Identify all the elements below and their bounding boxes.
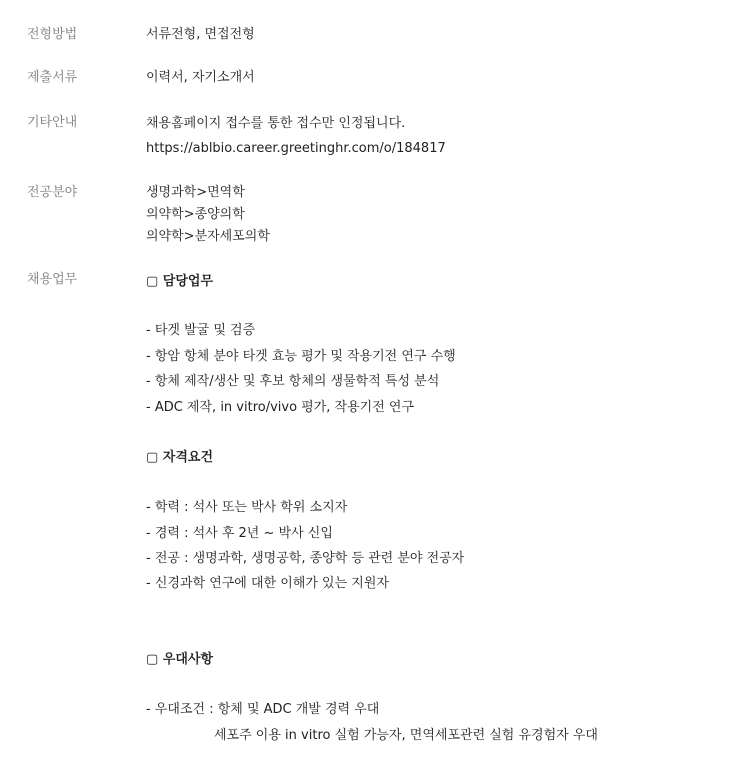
label-other-info: 기타안내 bbox=[27, 115, 78, 130]
screening-method-value: 서류전형, 면접전형 bbox=[146, 27, 255, 42]
requirements-title: ▢ 자격요건 bbox=[146, 450, 214, 465]
preferred-item: - 우대조건 : 항체 및 ADC 개발 경력 우대 bbox=[146, 702, 380, 717]
label-job-duties: 채용업무 bbox=[27, 272, 78, 287]
other-info-text: 채용홈페이지 접수를 통한 접수만 인정됩니다. bbox=[146, 116, 406, 131]
major-field-item: 의약학>종양의학 bbox=[146, 207, 245, 222]
preferred-item-continued: 세포주 이용 in vitro 실험 가능자, 면역세포관련 실험 유경험자 우대 bbox=[214, 728, 598, 743]
requirement-item: - 경력 : 석사 후 2년 ~ 박사 신입 bbox=[146, 526, 333, 541]
major-field-item: 의약학>분자세포의학 bbox=[146, 229, 270, 244]
requirement-item: - 학력 : 석사 또는 박사 학위 소지자 bbox=[146, 500, 348, 515]
duties-title: ▢ 담당업무 bbox=[146, 274, 214, 289]
requirement-item: - 신경과학 연구에 대한 이해가 있는 지원자 bbox=[146, 576, 389, 591]
duty-item: - ADC 제작, in vitro/vivo 평가, 작용기전 연구 bbox=[146, 400, 415, 415]
other-info-link-wrap bbox=[146, 140, 446, 158]
label-screening-method: 전형방법 bbox=[27, 27, 78, 42]
duty-item: - 타겟 발굴 및 검증 bbox=[146, 323, 256, 338]
requirement-item: - 전공 : 생명과학, 생명공학, 종양학 등 관련 분야 전공자 bbox=[146, 551, 465, 566]
application-link[interactable]: https://ablbio.career.greetinghr.com/o/184817 bbox=[146, 141, 446, 156]
duty-item: - 항체 제작/생산 및 후보 항체의 생물학적 특성 분석 bbox=[146, 374, 440, 389]
label-documents: 제출서류 bbox=[27, 70, 78, 85]
label-major-field: 전공분야 bbox=[27, 185, 78, 200]
major-field-item: 생명과학>면역학 bbox=[146, 185, 245, 200]
documents-value: 이력서, 자기소개서 bbox=[146, 70, 255, 85]
preferred-title: ▢ 우대사항 bbox=[146, 652, 214, 667]
duty-item: - 항암 항체 분야 타겟 효능 평가 및 작용기전 연구 수행 bbox=[146, 349, 456, 364]
